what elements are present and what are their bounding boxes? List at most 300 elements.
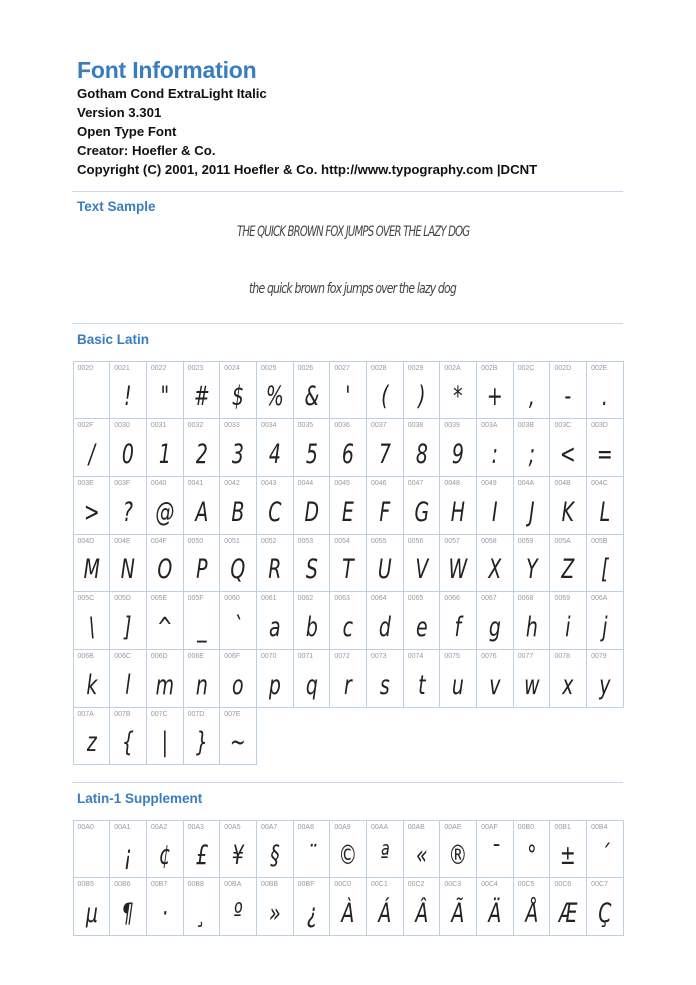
glyph-code: 00C6 [554,881,572,889]
glyph-code: 007D [187,710,205,718]
glyph-code: 0041 [187,479,204,487]
glyph-sample: ¨ [306,840,317,872]
glyph-code: 002A [444,364,461,372]
section-heading-latin1: Latin-1 Supplement [77,791,203,806]
glyph-cell [586,361,624,420]
glyph-cell [366,820,404,879]
glyph-code: 003C [554,422,572,430]
glyph-cell [293,476,331,535]
glyph-cell [549,649,587,708]
glyph-cell [366,361,404,420]
glyph-sample: L [599,496,611,528]
glyph-cell [146,361,184,420]
glyph-sample: 6 [342,438,355,470]
glyph-code: 003D [591,422,608,430]
glyph-sample: ' [345,381,351,413]
glyph-cell [586,534,624,593]
glyph-code: 0072 [334,652,350,660]
glyph-sample: ? [123,496,134,528]
glyph-sample: Å [525,897,539,929]
glyph-cell [403,361,441,420]
divider [72,782,623,783]
glyph-code: 0033 [224,422,240,430]
glyph-cell [549,820,587,879]
glyph-cell [476,820,514,879]
glyph-code: 0026 [297,364,314,372]
glyph-cell [109,707,147,766]
glyph-code: 0056 [407,537,424,545]
glyph-cell [219,476,257,535]
glyph-sample: P [195,554,208,586]
glyph-code: 0031 [150,422,167,430]
glyph-cell [439,418,477,477]
glyph-code: 0071 [297,652,314,660]
glyph-sample: ¿ [306,897,317,929]
glyph-code: 00AB [407,823,425,831]
divider [72,323,623,324]
glyph-sample: o [232,669,244,701]
glyph-code: 0060 [224,595,240,603]
glyph-code: 002D [554,364,572,372]
glyph-cell [476,476,514,535]
glyph-code: 00C5 [517,881,535,889]
glyph-code: 002F [77,422,94,430]
glyph-sample: : [491,438,499,470]
glyph-code: 00BB [260,881,279,889]
glyph-code: 004E [114,537,131,545]
glyph-cell [366,591,404,650]
glyph-sample: ¡ [124,840,132,872]
glyph-sample: S [305,554,318,586]
glyph-cell [256,877,294,936]
glyph-code: 0027 [334,364,350,372]
glyph-sample: ¢ [158,840,171,872]
glyph-code: 00A5 [224,823,241,831]
glyph-cell [513,591,551,650]
glyph-code: 0042 [224,479,240,487]
glyph-code: 0065 [407,595,424,603]
glyph-cell [109,361,147,420]
glyph-code: 0020 [77,364,94,372]
glyph-code: 0054 [334,537,350,545]
glyph-sample: J [528,496,535,528]
glyph-sample: Ä [488,897,502,929]
glyph-code: 0040 [150,479,167,487]
glyph-sample: R [268,554,282,586]
section-heading-text-sample: Text Sample [77,199,156,214]
glyph-grid-latin1 [73,820,623,935]
glyph-code: 00C0 [334,881,352,889]
glyph-code: 003B [517,422,535,430]
glyph-sample: H [451,496,466,528]
glyph-cell [219,877,257,936]
glyph-sample: [ [601,554,609,586]
glyph-cell [586,418,624,477]
glyph-cell [366,534,404,593]
glyph-sample: Z [561,554,575,586]
glyph-cell [109,418,147,477]
glyph-cell [403,476,441,535]
glyph-code: 00A2 [150,823,168,831]
glyph-sample: l [125,669,131,701]
glyph-sample: 3 [232,438,245,470]
glyph-code: 0059 [517,537,534,545]
glyph-sample: b [305,611,318,643]
glyph-cell [513,877,551,936]
glyph-code: 0077 [517,652,534,660]
glyph-code: 0079 [591,652,607,660]
glyph-sample: · [161,897,168,929]
glyph-cell [73,649,111,708]
sample-uppercase: THE QUICK BROWN FOX JUMPS OVER THE LAZY DOG [237,224,470,240]
glyph-sample: K [562,496,575,528]
glyph-cell [293,649,331,708]
glyph-code: 0035 [297,422,314,430]
glyph-sample: g [488,611,501,643]
glyph-cell [366,877,404,936]
glyph-cell [513,534,551,593]
glyph-sample: U [377,554,392,586]
glyph-code: 0075 [444,652,460,660]
glyph-code: 00B4 [591,823,608,831]
glyph-sample: 8 [415,438,428,470]
glyph-cell [329,418,367,477]
glyph-code: 006C [114,652,131,660]
glyph-sample: Â [415,897,428,929]
glyph-code: 0073 [371,652,387,660]
glyph-code: 0051 [224,537,240,545]
glyph-code: 005B [591,537,608,545]
glyph-grid-basic-latin [73,361,623,765]
glyph-cell [146,591,184,650]
glyph-sample: u [452,669,465,701]
glyph-code: 0062 [297,595,314,603]
glyph-cell [549,361,587,420]
glyph-code: 0052 [260,537,277,545]
glyph-cell [183,707,221,766]
glyph-code: 002B [481,364,498,372]
glyph-code: 0061 [260,595,277,603]
glyph-code: 0070 [260,652,277,660]
glyph-sample: * [453,381,463,413]
glyph-code: 0066 [444,595,460,603]
glyph-code: 006E [187,652,204,660]
glyph-sample: G [414,496,429,528]
glyph-code: 0045 [334,479,350,487]
glyph-code: 00B7 [150,881,168,889]
glyph-sample: @ [155,496,175,528]
glyph-sample: f [454,611,462,643]
glyph-cell [146,877,184,936]
glyph-sample: i [565,611,571,643]
glyph-code: 0064 [371,595,387,603]
glyph-sample: z [86,727,97,759]
glyph-sample: ] [124,611,132,643]
glyph-code: 005A [554,537,571,545]
glyph-sample: & [304,381,319,413]
glyph-code: 007E [224,710,241,718]
glyph-cell [73,820,111,879]
glyph-code: 006B [77,652,94,660]
glyph-sample: ¶ [122,897,135,929]
glyph-sample: Ç [598,897,612,929]
glyph-sample: q [305,669,318,701]
glyph-sample: » [268,897,281,929]
glyph-code: 00B1 [554,823,571,831]
glyph-sample: 5 [305,438,318,470]
glyph-sample: V [415,554,428,586]
glyph-sample: } [195,727,208,759]
glyph-cell [586,476,624,535]
glyph-code: 002E [591,364,608,372]
glyph-code: 0050 [187,537,204,545]
glyph-sample: a [268,611,281,643]
glyph-sample: d [378,611,391,643]
glyph-cell [146,707,184,766]
glyph-code: 005F [187,595,204,603]
font-copyright: Copyright (C) 2001, 2011 Hoefler & Co. http://www.typography.com |DCNT [77,162,538,177]
glyph-sample: ª [380,840,390,872]
glyph-sample: µ [85,897,98,929]
glyph-sample: ´ [600,840,610,872]
glyph-code: 007A [77,710,94,718]
glyph-cell [549,476,587,535]
glyph-cell [73,418,111,477]
glyph-code: 0048 [444,479,460,487]
glyph-cell [256,820,294,879]
glyph-code: 0046 [371,479,387,487]
glyph-code: 006A [591,595,608,603]
glyph-cell [439,820,477,879]
glyph-sample: ± [560,840,577,872]
glyph-code: 0049 [481,479,497,487]
glyph-code: 0038 [407,422,424,430]
glyph-code: 004B [554,479,571,487]
glyph-sample: Á [378,897,392,929]
glyph-sample: k [85,669,97,701]
glyph-code: 0043 [260,479,277,487]
glyph-code: 0030 [114,422,130,430]
glyph-code: 0068 [517,595,534,603]
glyph-code: 0044 [297,479,314,487]
glyph-cell [256,534,294,593]
glyph-code: 00AF [481,823,498,831]
glyph-sample: e [415,611,428,643]
glyph-code: 0069 [554,595,571,603]
glyph-cell [476,649,514,708]
glyph-code: 0055 [371,537,387,545]
glyph-sample: | [161,727,168,759]
glyph-code: 006F [224,652,241,660]
glyph-cell [366,649,404,708]
glyph-cell [183,820,221,879]
glyph-cell [293,820,331,879]
glyph-code: 006D [150,652,168,660]
glyph-sample: s [379,669,390,701]
glyph-code: 0076 [481,652,497,660]
glyph-cell [256,361,294,420]
glyph-cell [256,591,294,650]
glyph-sample: 0 [122,438,135,470]
glyph-sample: B [231,496,245,528]
glyph-code: 00C3 [444,881,462,889]
glyph-sample: W [448,554,468,586]
glyph-code: 0037 [371,422,387,430]
glyph-sample: D [304,496,319,528]
glyph-code: 00C7 [591,881,608,889]
glyph-sample: \ [88,611,95,643]
glyph-code: 00B0 [517,823,535,831]
glyph-code: 0067 [481,595,497,603]
glyph-sample: v [489,669,501,701]
glyph-cell [329,361,367,420]
sample-lowercase: the quick brown fox jumps over the lazy dog [249,281,456,297]
glyph-sample: § [270,840,280,872]
glyph-cell [109,534,147,593]
glyph-sample: M [83,554,100,586]
glyph-cell [513,820,551,879]
glyph-cell [73,707,111,766]
glyph-sample: ¸ [196,897,207,929]
glyph-code: 00B6 [114,881,131,889]
glyph-sample: , [528,381,535,413]
glyph-sample: n [195,669,208,701]
glyph-sample: ( [381,381,389,413]
glyph-sample: ¥ [232,840,245,872]
glyph-sample: j [602,611,608,643]
glyph-sample: = [597,438,613,470]
glyph-cell [329,476,367,535]
divider [72,191,623,192]
glyph-cell [219,649,257,708]
glyph-code: 00B8 [187,881,204,889]
glyph-code: 00A8 [297,823,314,831]
glyph-code: 0063 [334,595,350,603]
glyph-sample: p [268,669,281,701]
glyph-sample: . [601,381,608,413]
glyph-sample: x [562,669,574,701]
glyph-cell [183,361,221,420]
glyph-cell [183,877,221,936]
glyph-code: 00A0 [77,823,94,831]
glyph-code: 005E [150,595,168,603]
glyph-code: 007C [150,710,168,718]
glyph-cell [549,534,587,593]
glyph-sample: C [268,496,282,528]
glyph-sample: < [560,438,577,470]
glyph-cell [403,649,441,708]
glyph-cell [513,361,551,420]
glyph-cell [549,591,587,650]
glyph-cell [219,591,257,650]
glyph-code: 0022 [150,364,167,372]
glyph-sample: º [233,897,243,929]
glyph-sample: £ [195,840,208,872]
glyph-sample: © [338,840,358,872]
glyph-cell [109,649,147,708]
font-name: Gotham Cond ExtraLight Italic [77,86,267,101]
glyph-code: 0057 [444,537,460,545]
glyph-cell [73,591,111,650]
glyph-cell [513,649,551,708]
glyph-cell [329,591,367,650]
glyph-code: 003E [77,479,94,487]
glyph-cell [183,534,221,593]
glyph-code: 00A9 [334,823,351,831]
glyph-sample: { [122,727,135,759]
glyph-code: 0023 [187,364,204,372]
glyph-code: 00BF [297,881,315,889]
glyph-cell [73,534,111,593]
glyph-cell [439,877,477,936]
glyph-code: 0047 [407,479,424,487]
glyph-cell [183,649,221,708]
glyph-cell [219,707,257,766]
glyph-cell [366,418,404,477]
glyph-sample: # [193,381,210,413]
glyph-sample: ~ [230,727,247,759]
glyph-cell [146,534,184,593]
glyph-cell [73,476,111,535]
glyph-cell [586,649,624,708]
glyph-cell [439,649,477,708]
glyph-code: 00C4 [481,881,498,889]
glyph-code: 0025 [260,364,277,372]
glyph-cell [329,649,367,708]
glyph-code: 0028 [371,364,387,372]
glyph-sample: r [344,669,353,701]
glyph-sample: ) [417,381,426,413]
glyph-sample: / [88,438,95,470]
glyph-sample: ° [526,840,537,872]
glyph-code: 00C1 [371,881,388,889]
glyph-cell [549,418,587,477]
glyph-sample: 9 [452,438,465,470]
glyph-cell [329,820,367,879]
glyph-sample: % [265,381,284,413]
glyph-sample: E [342,496,355,528]
glyph-code: 0036 [334,422,350,430]
glyph-code: 00AA [371,823,389,831]
glyph-sample: ; [528,438,535,470]
glyph-cell [329,877,367,936]
glyph-code: 00A3 [187,823,204,831]
glyph-cell [293,418,331,477]
glyph-cell [219,418,257,477]
glyph-cell [476,361,514,420]
glyph-cell [476,534,514,593]
glyph-cell [586,877,624,936]
glyph-code: 0058 [481,537,497,545]
glyph-sample: F [379,496,391,528]
glyph-cell [146,418,184,477]
glyph-code: 00B5 [77,881,94,889]
glyph-sample: « [415,840,428,872]
glyph-cell [403,877,441,936]
glyph-code: 003F [114,479,131,487]
glyph-sample: Æ [559,897,578,929]
glyph-code: 0039 [444,422,460,430]
glyph-code: 003A [481,422,498,430]
glyph-cell [183,418,221,477]
glyph-code: 004F [150,537,167,545]
glyph-cell [513,476,551,535]
glyph-cell [293,534,331,593]
glyph-cell [293,877,331,936]
glyph-cell [73,361,111,420]
glyph-code: 0034 [260,422,277,430]
glyph-sample: ^ [156,611,173,643]
